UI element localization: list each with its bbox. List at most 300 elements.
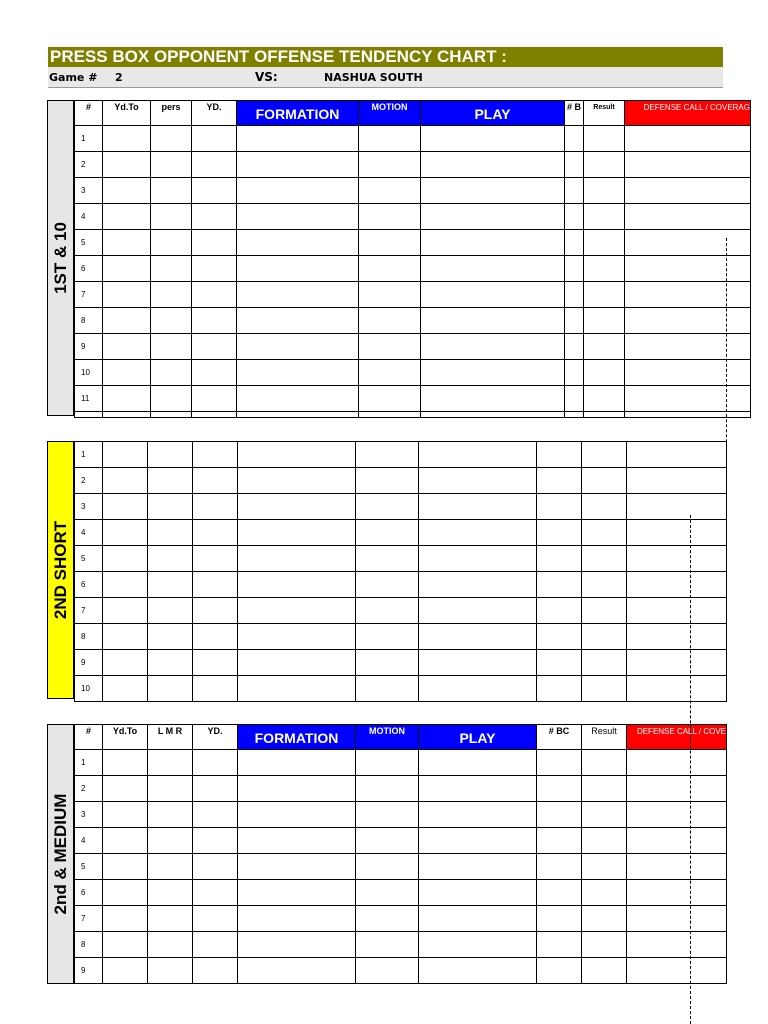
entry-cell[interactable] <box>193 802 238 828</box>
entry-cell[interactable] <box>148 494 193 520</box>
entry-cell[interactable] <box>148 676 193 702</box>
entry-cell[interactable] <box>419 906 537 932</box>
entry-cell[interactable] <box>625 386 751 412</box>
entry-cell[interactable] <box>565 334 584 360</box>
entry-cell[interactable] <box>419 598 537 624</box>
entry-cell[interactable] <box>148 932 193 958</box>
entry-cell[interactable] <box>356 598 419 624</box>
entry-cell[interactable] <box>582 880 627 906</box>
entry-cell[interactable] <box>625 360 751 386</box>
table-row <box>75 546 727 572</box>
entry-cell[interactable] <box>584 386 625 412</box>
entry-cell[interactable] <box>625 230 751 256</box>
entry-cell[interactable] <box>193 468 238 494</box>
entry-cell[interactable] <box>419 468 537 494</box>
entry-cell[interactable] <box>627 802 727 828</box>
entry-cell[interactable] <box>582 572 627 598</box>
entry-cell[interactable] <box>359 308 421 334</box>
entry-cell[interactable] <box>356 750 419 776</box>
entry-cell[interactable] <box>238 906 356 932</box>
entry-cell[interactable] <box>584 334 625 360</box>
entry-cell[interactable] <box>193 776 238 802</box>
entry-cell[interactable] <box>359 360 421 386</box>
entry-cell[interactable] <box>103 152 151 178</box>
entry-cell[interactable] <box>537 624 582 650</box>
entry-cell[interactable] <box>582 802 627 828</box>
entry-cell[interactable] <box>582 650 627 676</box>
entry-cell[interactable] <box>537 828 582 854</box>
entry-cell[interactable] <box>193 650 238 676</box>
entry-cell[interactable] <box>419 932 537 958</box>
entry-cell[interactable] <box>582 624 627 650</box>
entry-cell[interactable] <box>148 854 193 880</box>
row-number: 9 <box>75 650 103 676</box>
entry-cell[interactable] <box>193 442 238 468</box>
entry-cell[interactable] <box>103 650 148 676</box>
entry-cell[interactable] <box>419 828 537 854</box>
entry-cell[interactable] <box>151 152 192 178</box>
entry-cell[interactable] <box>627 854 727 880</box>
entry-cell[interactable] <box>103 546 148 572</box>
section-1st-and-10-table <box>74 100 751 418</box>
entry-cell[interactable] <box>237 282 359 308</box>
entry-cell[interactable] <box>356 802 419 828</box>
entry-cell[interactable] <box>627 520 727 546</box>
entry-cell[interactable] <box>151 256 192 282</box>
header-num: # <box>75 725 103 750</box>
section-1st-and-10-label: 1ST & 10 <box>50 222 70 294</box>
entry-cell[interactable] <box>537 494 582 520</box>
header-motion: MOTION <box>356 725 419 750</box>
entry-cell[interactable] <box>103 204 151 230</box>
entry-cell[interactable] <box>359 230 421 256</box>
entry-cell[interactable] <box>582 520 627 546</box>
entry-cell[interactable] <box>193 932 238 958</box>
entry-cell[interactable] <box>627 676 727 702</box>
entry-cell[interactable] <box>625 256 751 282</box>
entry-cell[interactable] <box>627 932 727 958</box>
entry-cell[interactable] <box>359 126 421 152</box>
entry-cell[interactable] <box>151 178 192 204</box>
row-number: 5 <box>75 854 103 880</box>
row-number: 8 <box>75 308 103 334</box>
entry-cell[interactable] <box>359 256 421 282</box>
entry-cell[interactable] <box>151 386 192 412</box>
entry-cell[interactable] <box>421 412 565 418</box>
entry-cell[interactable] <box>584 152 625 178</box>
entry-cell[interactable] <box>359 204 421 230</box>
entry-cell[interactable] <box>148 468 193 494</box>
entry-cell[interactable] <box>359 178 421 204</box>
entry-cell[interactable] <box>627 650 727 676</box>
entry-cell[interactable] <box>103 308 151 334</box>
entry-cell[interactable] <box>193 546 238 572</box>
table-row <box>75 308 751 334</box>
entry-cell[interactable] <box>625 152 751 178</box>
entry-cell[interactable] <box>148 802 193 828</box>
entry-cell[interactable] <box>192 256 237 282</box>
entry-cell[interactable] <box>103 494 148 520</box>
entry-cell[interactable] <box>238 442 356 468</box>
entry-cell[interactable] <box>627 906 727 932</box>
entry-cell[interactable] <box>627 776 727 802</box>
entry-cell[interactable] <box>627 494 727 520</box>
entry-cell[interactable] <box>537 776 582 802</box>
entry-cell[interactable] <box>419 776 537 802</box>
entry-cell[interactable] <box>565 152 584 178</box>
entry-cell[interactable] <box>584 256 625 282</box>
entry-cell[interactable] <box>103 334 151 360</box>
entry-cell[interactable] <box>238 880 356 906</box>
entry-cell[interactable] <box>356 624 419 650</box>
entry-cell[interactable] <box>584 204 625 230</box>
entry-cell[interactable] <box>356 880 419 906</box>
entry-cell[interactable] <box>103 624 148 650</box>
entry-cell[interactable] <box>148 776 193 802</box>
entry-cell[interactable] <box>537 676 582 702</box>
entry-cell[interactable] <box>627 572 727 598</box>
entry-cell[interactable] <box>238 828 356 854</box>
entry-cell[interactable] <box>103 750 148 776</box>
entry-cell[interactable] <box>356 650 419 676</box>
entry-cell[interactable] <box>565 308 584 334</box>
entry-cell[interactable] <box>537 546 582 572</box>
entry-cell[interactable] <box>625 126 751 152</box>
entry-cell[interactable] <box>148 650 193 676</box>
entry-cell[interactable] <box>584 360 625 386</box>
entry-cell[interactable] <box>238 624 356 650</box>
entry-cell[interactable] <box>625 178 751 204</box>
entry-cell[interactable] <box>537 906 582 932</box>
entry-cell[interactable] <box>356 932 419 958</box>
entry-cell[interactable] <box>421 152 565 178</box>
entry-cell[interactable] <box>356 572 419 598</box>
header-lmr: L M R <box>148 725 193 750</box>
entry-cell[interactable] <box>103 230 151 256</box>
table-row <box>75 468 727 494</box>
entry-cell[interactable] <box>148 624 193 650</box>
entry-cell[interactable] <box>151 412 192 418</box>
entry-cell[interactable] <box>237 178 359 204</box>
entry-cell[interactable] <box>421 308 565 334</box>
entry-cell[interactable] <box>237 308 359 334</box>
entry-cell[interactable] <box>148 880 193 906</box>
entry-cell[interactable] <box>565 126 584 152</box>
entry-cell[interactable] <box>192 178 237 204</box>
entry-cell[interactable] <box>103 468 148 494</box>
entry-cell[interactable] <box>419 854 537 880</box>
entry-cell[interactable] <box>565 230 584 256</box>
entry-cell[interactable] <box>582 494 627 520</box>
entry-cell[interactable] <box>151 360 192 386</box>
entry-cell[interactable] <box>238 776 356 802</box>
entry-cell[interactable] <box>419 750 537 776</box>
entry-cell[interactable] <box>148 572 193 598</box>
entry-cell[interactable] <box>237 204 359 230</box>
entry-cell[interactable] <box>192 334 237 360</box>
entry-cell[interactable] <box>193 624 238 650</box>
entry-cell[interactable] <box>356 854 419 880</box>
entry-cell[interactable] <box>193 572 238 598</box>
entry-cell[interactable] <box>359 334 421 360</box>
entry-cell[interactable] <box>193 750 238 776</box>
entry-cell[interactable] <box>151 230 192 256</box>
entry-cell[interactable] <box>565 412 584 418</box>
entry-cell[interactable] <box>627 442 727 468</box>
entry-cell[interactable] <box>193 828 238 854</box>
entry-cell[interactable] <box>237 152 359 178</box>
entry-cell[interactable] <box>419 650 537 676</box>
entry-cell[interactable] <box>537 880 582 906</box>
entry-cell[interactable] <box>359 282 421 308</box>
entry-cell[interactable] <box>582 598 627 624</box>
entry-cell[interactable] <box>627 828 727 854</box>
entry-cell[interactable] <box>625 204 751 230</box>
entry-cell[interactable] <box>103 932 148 958</box>
entry-cell[interactable] <box>359 412 421 418</box>
entry-cell[interactable] <box>565 178 584 204</box>
entry-cell[interactable] <box>537 932 582 958</box>
entry-cell[interactable] <box>103 880 148 906</box>
entry-cell[interactable] <box>537 854 582 880</box>
entry-cell[interactable] <box>356 958 419 984</box>
entry-cell[interactable] <box>103 386 151 412</box>
entry-cell[interactable] <box>237 334 359 360</box>
entry-cell[interactable] <box>192 152 237 178</box>
entry-cell[interactable] <box>582 828 627 854</box>
entry-cell[interactable] <box>103 412 151 418</box>
entry-cell[interactable] <box>625 334 751 360</box>
entry-cell[interactable] <box>238 650 356 676</box>
entry-cell[interactable] <box>419 624 537 650</box>
entry-cell[interactable] <box>192 204 237 230</box>
entry-cell[interactable] <box>537 650 582 676</box>
entry-cell[interactable] <box>582 468 627 494</box>
entry-cell[interactable] <box>103 442 148 468</box>
entry-cell[interactable] <box>584 412 625 418</box>
entry-cell[interactable] <box>193 676 238 702</box>
entry-cell[interactable] <box>103 802 148 828</box>
entry-cell[interactable] <box>537 442 582 468</box>
entry-cell[interactable] <box>421 386 565 412</box>
entry-cell[interactable] <box>103 572 148 598</box>
entry-cell[interactable] <box>421 126 565 152</box>
entry-cell[interactable] <box>421 178 565 204</box>
entry-cell[interactable] <box>103 906 148 932</box>
entry-cell[interactable] <box>537 572 582 598</box>
entry-cell[interactable] <box>627 880 727 906</box>
entry-cell[interactable] <box>537 468 582 494</box>
entry-cell[interactable] <box>192 282 237 308</box>
entry-cell[interactable] <box>148 598 193 624</box>
entry-cell[interactable] <box>625 412 751 418</box>
entry-cell[interactable] <box>565 282 584 308</box>
entry-cell[interactable] <box>359 386 421 412</box>
entry-cell[interactable] <box>584 126 625 152</box>
entry-cell[interactable] <box>419 494 537 520</box>
entry-cell[interactable] <box>582 776 627 802</box>
entry-cell[interactable] <box>238 468 356 494</box>
entry-cell[interactable] <box>419 520 537 546</box>
entry-cell[interactable] <box>193 880 238 906</box>
entry-cell[interactable] <box>582 958 627 984</box>
entry-cell[interactable] <box>75 412 103 418</box>
entry-cell[interactable] <box>103 178 151 204</box>
entry-cell[interactable] <box>565 386 584 412</box>
entry-cell[interactable] <box>565 256 584 282</box>
entry-cell[interactable] <box>421 230 565 256</box>
entry-cell[interactable] <box>627 546 727 572</box>
entry-cell[interactable] <box>238 932 356 958</box>
entry-cell[interactable] <box>421 334 565 360</box>
entry-cell[interactable] <box>238 802 356 828</box>
entry-cell[interactable] <box>193 494 238 520</box>
entry-cell[interactable] <box>151 126 192 152</box>
entry-cell[interactable] <box>419 880 537 906</box>
entry-cell[interactable] <box>627 598 727 624</box>
entry-cell[interactable] <box>625 308 751 334</box>
entry-cell[interactable] <box>193 854 238 880</box>
entry-cell[interactable] <box>151 334 192 360</box>
header-yd: YD. <box>192 101 237 126</box>
entry-cell[interactable] <box>238 572 356 598</box>
entry-cell[interactable] <box>584 230 625 256</box>
entry-cell[interactable] <box>238 676 356 702</box>
table-row <box>75 676 727 702</box>
entry-cell[interactable] <box>625 282 751 308</box>
entry-cell[interactable] <box>356 776 419 802</box>
entry-cell[interactable] <box>584 308 625 334</box>
entry-cell[interactable] <box>627 750 727 776</box>
entry-cell[interactable] <box>237 256 359 282</box>
entry-cell[interactable] <box>148 750 193 776</box>
header-motion: MOTION <box>359 101 421 126</box>
entry-cell[interactable] <box>356 676 419 702</box>
entry-cell[interactable] <box>148 828 193 854</box>
entry-cell[interactable] <box>193 958 238 984</box>
entry-cell[interactable] <box>193 598 238 624</box>
table-row <box>75 126 751 152</box>
entry-cell[interactable] <box>148 520 193 546</box>
entry-cell[interactable] <box>238 598 356 624</box>
entry-cell[interactable] <box>103 854 148 880</box>
entry-cell[interactable] <box>193 520 238 546</box>
entry-cell[interactable] <box>582 442 627 468</box>
entry-cell[interactable] <box>103 256 151 282</box>
entry-cell[interactable] <box>565 360 584 386</box>
section-2nd-short-band <box>47 441 74 699</box>
entry-cell[interactable] <box>356 520 419 546</box>
entry-cell[interactable] <box>103 828 148 854</box>
entry-cell[interactable] <box>356 468 419 494</box>
entry-cell[interactable] <box>192 360 237 386</box>
entry-cell[interactable] <box>419 676 537 702</box>
entry-cell[interactable] <box>627 468 727 494</box>
entry-cell[interactable] <box>421 282 565 308</box>
entry-cell[interactable] <box>192 412 237 418</box>
entry-cell[interactable] <box>237 126 359 152</box>
entry-cell[interactable] <box>582 546 627 572</box>
entry-cell[interactable] <box>151 204 192 230</box>
entry-cell[interactable] <box>582 676 627 702</box>
entry-cell[interactable] <box>537 802 582 828</box>
entry-cell[interactable] <box>419 442 537 468</box>
entry-cell[interactable] <box>237 230 359 256</box>
entry-cell[interactable] <box>103 776 148 802</box>
entry-cell[interactable] <box>238 494 356 520</box>
entry-cell[interactable] <box>356 546 419 572</box>
entry-cell[interactable] <box>537 958 582 984</box>
entry-cell[interactable] <box>148 906 193 932</box>
entry-cell[interactable] <box>238 958 356 984</box>
entry-cell[interactable] <box>356 906 419 932</box>
entry-cell[interactable] <box>192 230 237 256</box>
entry-cell[interactable] <box>103 520 148 546</box>
entry-cell[interactable] <box>537 750 582 776</box>
entry-cell[interactable] <box>537 520 582 546</box>
entry-cell[interactable] <box>192 308 237 334</box>
entry-cell[interactable] <box>356 828 419 854</box>
entry-cell[interactable] <box>421 360 565 386</box>
entry-cell[interactable] <box>148 442 193 468</box>
entry-cell[interactable] <box>421 256 565 282</box>
row-number: 11 <box>75 386 103 412</box>
entry-cell[interactable] <box>103 958 148 984</box>
entry-cell[interactable] <box>148 546 193 572</box>
entry-cell[interactable] <box>421 204 565 230</box>
row-number: 3 <box>75 494 103 520</box>
entry-cell[interactable] <box>103 126 151 152</box>
entry-cell[interactable] <box>148 958 193 984</box>
entry-cell[interactable] <box>627 624 727 650</box>
entry-cell[interactable] <box>237 386 359 412</box>
entry-cell[interactable] <box>419 958 537 984</box>
header-bc: # BC <box>537 725 582 750</box>
entry-cell[interactable] <box>193 906 238 932</box>
entry-cell[interactable] <box>103 282 151 308</box>
entry-cell[interactable] <box>419 572 537 598</box>
entry-cell[interactable] <box>238 520 356 546</box>
entry-cell[interactable] <box>582 750 627 776</box>
entry-cell[interactable] <box>419 546 537 572</box>
entry-cell[interactable] <box>537 598 582 624</box>
entry-cell[interactable] <box>151 308 192 334</box>
entry-cell[interactable] <box>419 802 537 828</box>
entry-cell[interactable] <box>103 598 148 624</box>
entry-cell[interactable] <box>151 282 192 308</box>
entry-cell[interactable] <box>103 360 151 386</box>
entry-cell[interactable] <box>238 854 356 880</box>
entry-cell[interactable] <box>103 676 148 702</box>
entry-cell[interactable] <box>192 386 237 412</box>
entry-cell[interactable] <box>238 546 356 572</box>
entry-cell[interactable] <box>584 178 625 204</box>
entry-cell[interactable] <box>582 932 627 958</box>
entry-cell[interactable] <box>582 854 627 880</box>
entry-cell[interactable] <box>237 412 359 418</box>
entry-cell[interactable] <box>565 204 584 230</box>
entry-cell[interactable] <box>627 958 727 984</box>
entry-cell[interactable] <box>356 494 419 520</box>
entry-cell[interactable] <box>582 906 627 932</box>
entry-cell[interactable] <box>584 282 625 308</box>
entry-cell[interactable] <box>356 442 419 468</box>
entry-cell[interactable] <box>237 360 359 386</box>
entry-cell[interactable] <box>238 750 356 776</box>
entry-cell[interactable] <box>359 152 421 178</box>
row-number: 6 <box>75 256 103 282</box>
entry-cell[interactable] <box>192 126 237 152</box>
